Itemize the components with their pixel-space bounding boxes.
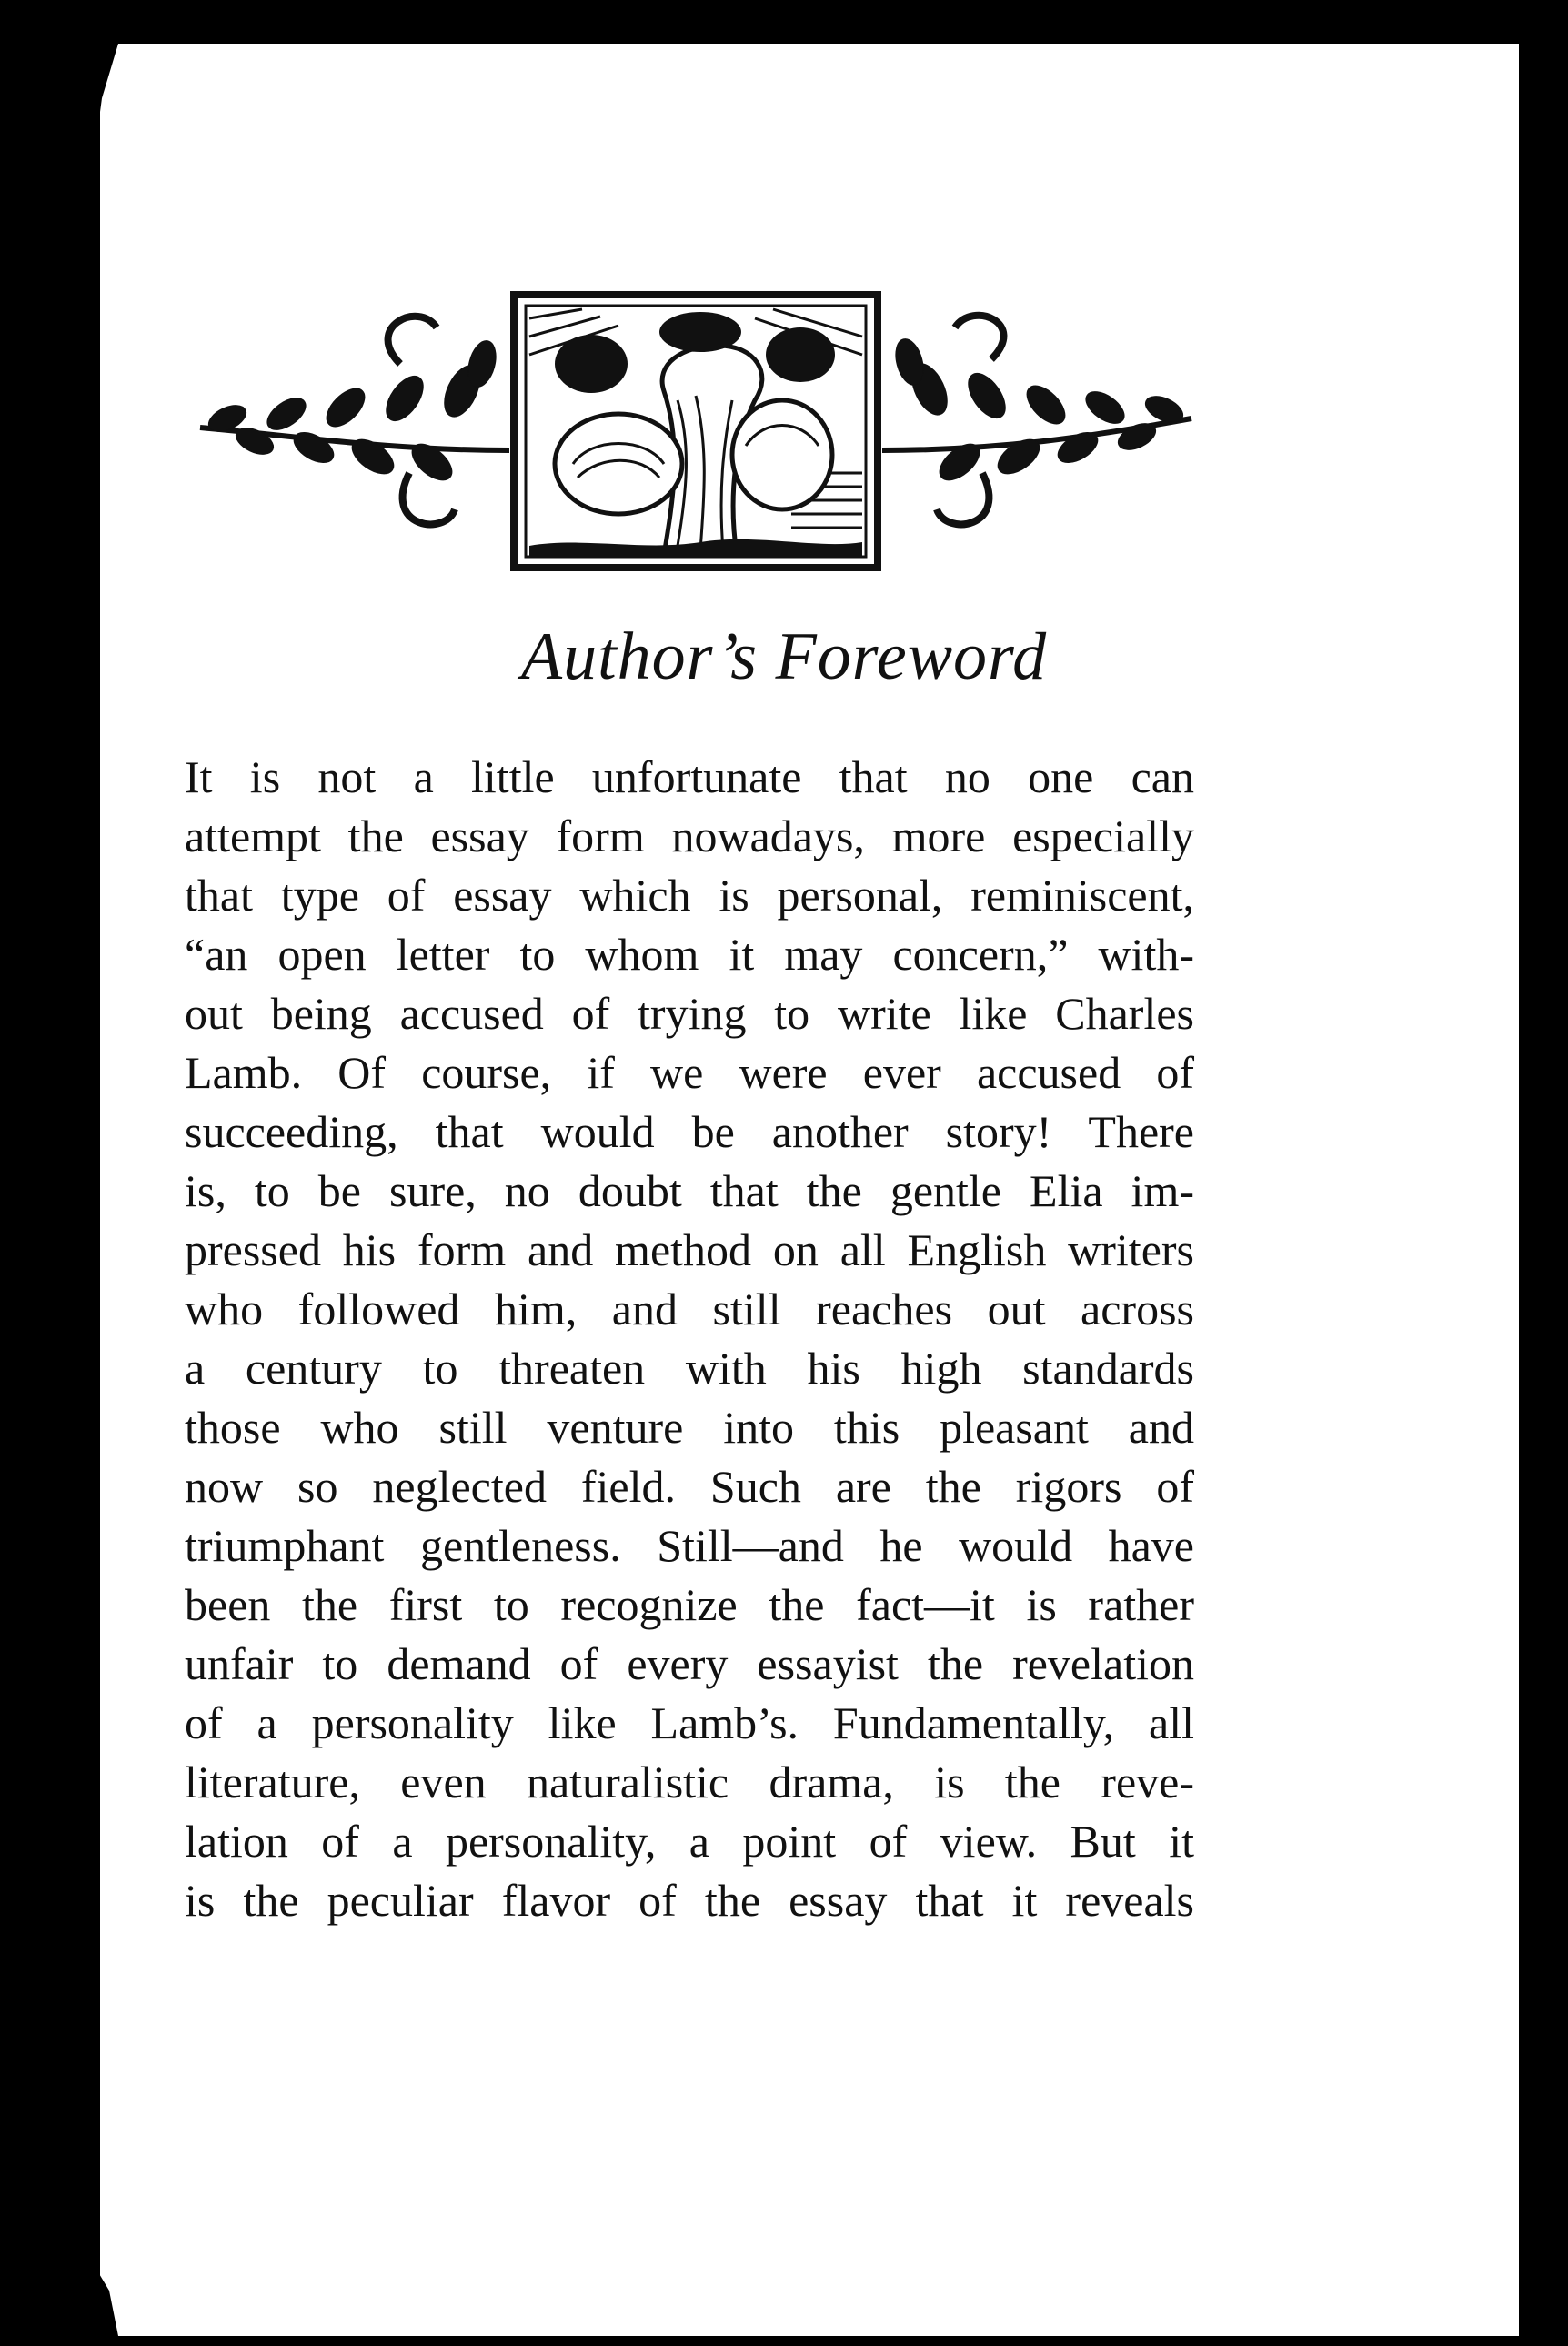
text-line: pressed his form and method on all English writers xyxy=(185,1224,1194,1275)
text-line: literature, even naturalistic drama, is the reve- xyxy=(185,1757,1194,1807)
laurel-branch-right-icon xyxy=(882,316,1191,525)
text-line: attempt the essay form nowadays, more especially xyxy=(185,811,1194,861)
text-line: It is not a little unfortunate that no one can xyxy=(185,751,1194,802)
body-text xyxy=(185,748,1194,1930)
text-line: “an open letter to whom it may concern,” with- xyxy=(185,929,1194,980)
text-line: who followed him, and still reaches out across xyxy=(185,1284,1194,1334)
text-line: now so neglected field. Such are the rigors of xyxy=(185,1461,1194,1512)
woodcut-headpiece-icon xyxy=(191,291,1201,573)
text-line: Lamb. Of course, if we were ever accused of xyxy=(185,1047,1194,1098)
text-line: is the peculiar flavor of the essay that it reveals xyxy=(185,1875,1194,1926)
scan-artifact-mark xyxy=(1548,1326,1553,1408)
text-line: a century to threaten with his high standards xyxy=(185,1343,1194,1394)
text-line: triumphant gentleness. Still—and he would have xyxy=(185,1520,1194,1571)
laurel-branch-left-icon xyxy=(200,317,509,525)
scan-artifact-mark xyxy=(1548,1019,1553,1237)
page-title: Author’s Foreword xyxy=(520,619,1048,694)
text-line: that type of essay which is personal, reminiscent, xyxy=(185,870,1194,921)
woodcut-frame-icon xyxy=(514,295,878,568)
text-line: those who still venture into this pleasant and xyxy=(185,1402,1194,1453)
scan-edge-left xyxy=(55,44,118,2336)
text-line: succeeding, that would be another story! There xyxy=(185,1106,1194,1157)
text-line: of a personality like Lamb’s. Fundamentally, all xyxy=(185,1697,1194,1748)
text-line: out being accused of trying to write like Charles xyxy=(185,988,1194,1039)
text-line: lation of a personality, a point of view. But it xyxy=(185,1816,1194,1867)
text-line: been the first to recognize the fact—it is rather xyxy=(185,1579,1194,1630)
scan-artifact-mark xyxy=(1548,717,1553,899)
text-line: is, to be sure, no doubt that the gentle Elia im- xyxy=(185,1165,1194,1216)
text-line: unfair to demand of every essayist the revelation xyxy=(185,1638,1194,1689)
